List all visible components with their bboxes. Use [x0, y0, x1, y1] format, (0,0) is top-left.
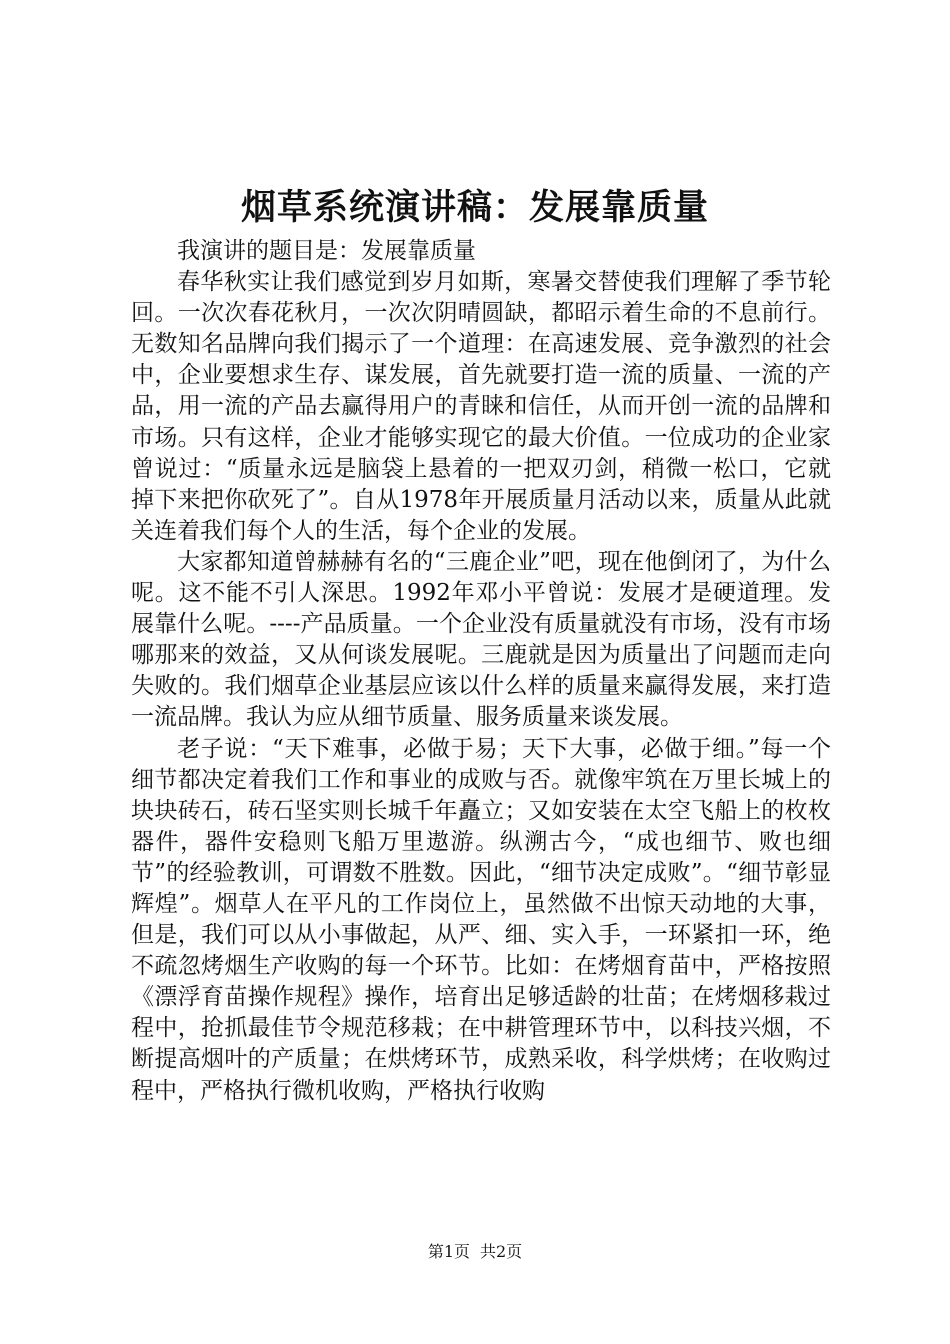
page-footer: [0, 1241, 950, 1263]
speech-topic-paragraph: 我演讲的题目是：发展靠质量: [177, 238, 476, 264]
page-total: 共2页: [480, 1242, 523, 1261]
document-title: 烟草系统演讲稿：发展靠质量: [240, 187, 709, 228]
body-paragraph: 老子说：“天下难事，必做于易；天下大事，必做于细。”每一个细节都决定着我们工作和事业的成败与否。就像牢筑在万里长城上的块块砖石，砖石坚实则长城千年矗立；又如安装在太空飞船上的枚枚器件，器件安稳则飞船万里遨游。纵溯古今，“成也细节、败也细节”的经验教训，可谓数不胜数。因此，“细节决定成败”。“细节彰显辉煌”。烟草人在平凡的工作岗位上，虽然做不出惊天动地的大事，但是，我们可以从小事做起，从严、细、实入手，一环紧扣一环，绝不疏忽烤烟生产收购的每一个环节。比如：在烤烟育苗中，严格按照《漂浮育苗操作规程》操作，培育出足够适龄的壮苗；在烤烟移栽过程中，抢抓最佳节令规范移栽；在中耕管理环节中，以科技兴烟，不断提高烟叶的产质量；在烘烤环节，成熟采收，科学烘烤；在收购过程中，严格执行微机收购，严格执行收购: [131, 735, 831, 1104]
body-paragraph: 大家都知道曾赫赫有名的“三鹿企业”吧，现在他倒闭了，为什么呢。这不能不引人深思。1992年邓小平曾说：发展才是硬道理。发展靠什么呢。----产品质量。一个企业没有质量就没有市场，没有市场哪那来的效益，又从何谈发展呢。三鹿就是因为质量出了问题而走向失败的。我们烟草企业基层应该以什么样的质量来赢得发展，来打造一流品牌。我认为应从细节质量、服务质量来谈发展。: [131, 548, 831, 731]
body-paragraph: 春华秋实让我们感觉到岁月如斯，寒暑交替使我们理解了季节轮回。一次次春花秋月，一次次阴晴圆缺，都昭示着生命的不息前行。无数知名品牌向我们揭示了一个道理：在高速发展、竞争激烈的社会中，企业要想求生存、谋发展，首先就要打造一流的质量、一流的产品，用一流的产品去赢得用户的青睐和信任，从而开创一流的品牌和市场。只有这样，企业才能够实现它的最大价值。一位成功的企业家曾说过：“质量永远是脑袋上悬着的一把双刃剑，稍微一松口，它就掉下来把你砍死了”。自从1978年开展质量月活动以来，质量从此就关连着我们每个人的生活，每个企业的发展。: [131, 269, 831, 544]
document-body: [131, 236, 831, 1107]
page-number: 第1页: [427, 1242, 470, 1261]
